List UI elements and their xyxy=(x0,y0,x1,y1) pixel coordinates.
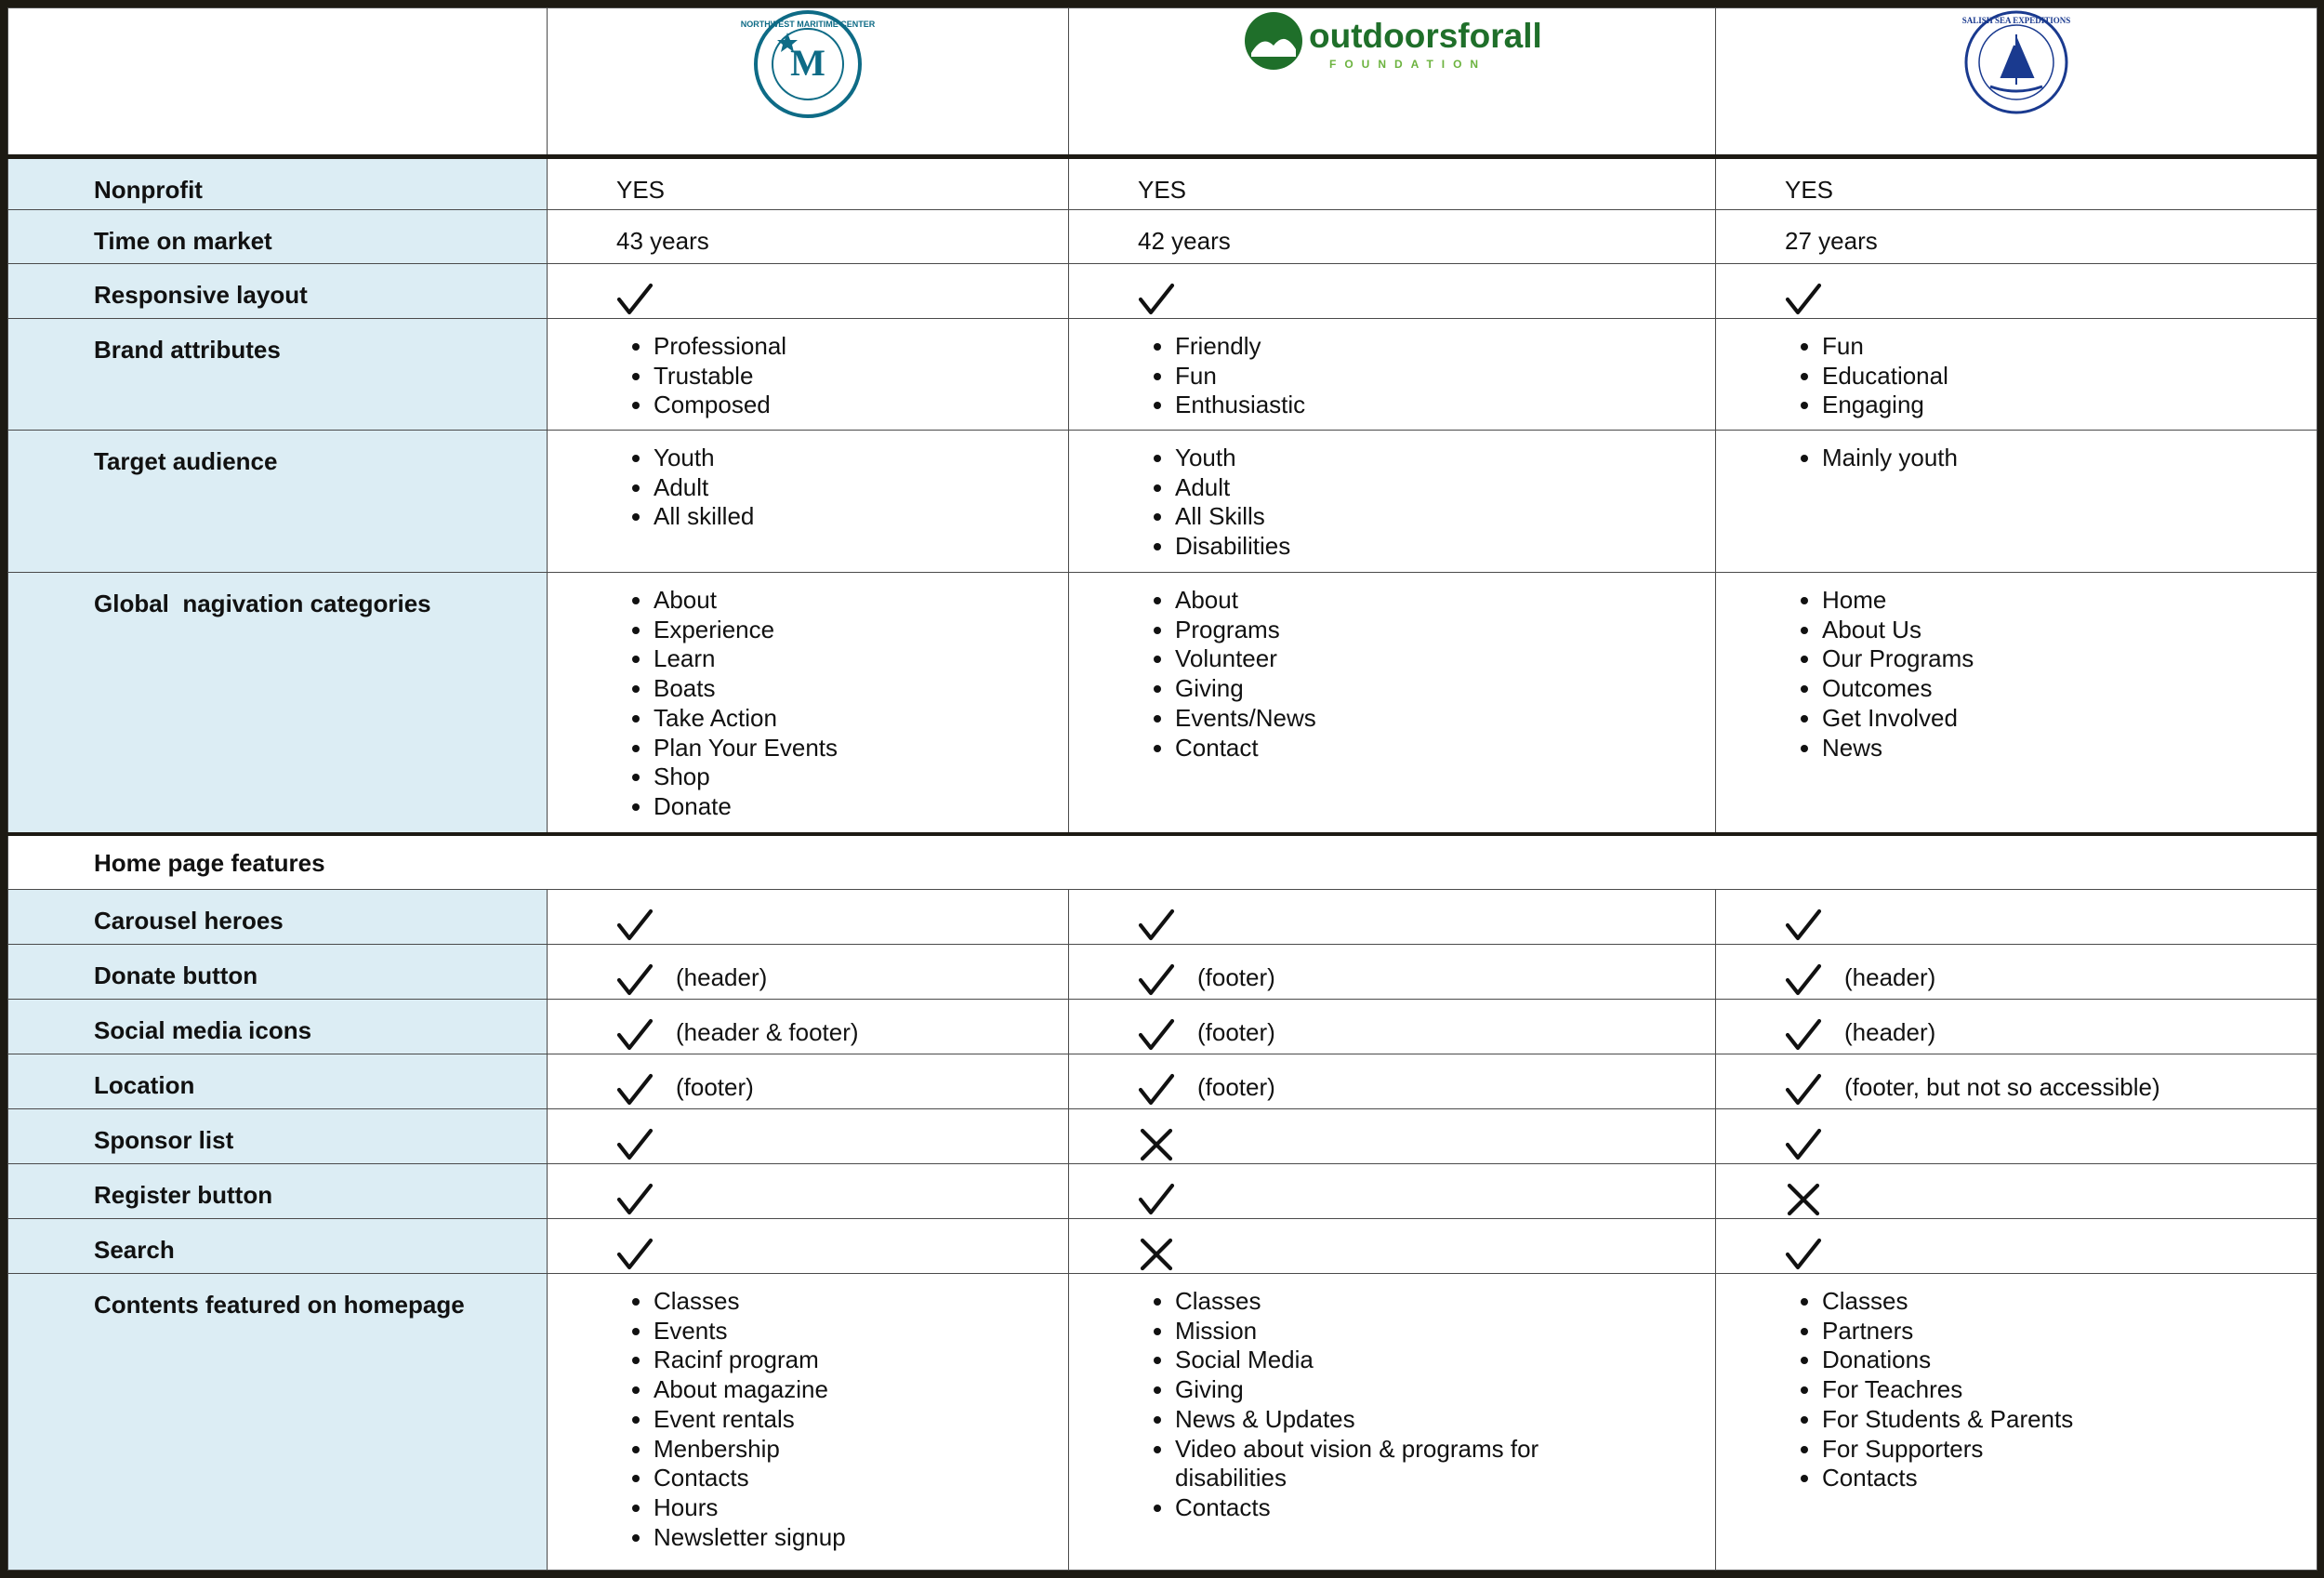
cross-icon xyxy=(1138,1126,1175,1163)
list-item: • Experience xyxy=(654,616,1068,645)
list-item: • Programs xyxy=(1175,616,1715,645)
list-item: • Fun xyxy=(1822,332,2317,362)
list-item: • Partners xyxy=(1822,1317,2317,1346)
row-brand-attributes xyxy=(8,319,2317,431)
list-item: • Contact xyxy=(1175,734,1715,763)
cell-feature xyxy=(548,1219,1069,1274)
list-item: • Classes xyxy=(1175,1287,1584,1317)
cell-feature xyxy=(1069,1109,1716,1164)
list-item: • Friendly xyxy=(1175,332,1715,362)
svg-text:SALISH SEA EXPEDITIONS: SALISH SEA EXPEDITIONS xyxy=(1961,16,2071,25)
section-title: Home page features xyxy=(8,834,2317,890)
cell-mark xyxy=(1716,264,2317,319)
row-label: Search xyxy=(8,1219,548,1274)
check-icon xyxy=(1785,961,1822,999)
bullet-list xyxy=(616,444,1068,532)
cell-feature xyxy=(548,1000,1069,1054)
list-item: • Classes xyxy=(654,1287,932,1317)
list-item: • For Supporters xyxy=(1822,1435,2317,1465)
cell-feature xyxy=(1716,945,2317,1000)
feature-note: (footer) xyxy=(676,1072,754,1101)
cell-value: 43 years xyxy=(548,210,1069,264)
cell-list xyxy=(1716,319,2317,431)
feature-note: (footer) xyxy=(1197,962,1275,991)
row-label: Global nagivation categories xyxy=(8,573,548,834)
row-label: Brand attributes xyxy=(8,319,548,431)
list-item: • Plan Your Events xyxy=(654,734,1068,763)
cell-list xyxy=(1069,431,1716,573)
section-row xyxy=(8,834,2317,890)
list-item: • Mission xyxy=(1175,1317,1584,1346)
feature-note: (footer, but not so accessible) xyxy=(1844,1072,2160,1101)
cell-list xyxy=(1069,319,1716,431)
list-item: • Home xyxy=(1822,586,2317,616)
check-icon xyxy=(616,1071,654,1108)
list-item: • Enthusiastic xyxy=(1175,391,1715,420)
feature-note: (header & footer) xyxy=(676,1017,859,1046)
cell-feature xyxy=(1716,1054,2317,1109)
row-label: Sponsor list xyxy=(8,1109,548,1164)
logo-cell-ofa xyxy=(1069,8,1716,157)
list-item: • Learn xyxy=(654,644,1068,674)
bullet-list xyxy=(1785,332,2317,420)
feature-note: (footer) xyxy=(1197,1072,1275,1101)
cell-feature xyxy=(1069,1164,1716,1219)
list-item: • Hours xyxy=(654,1493,932,1523)
svg-text:outdoorsforall: outdoorsforall xyxy=(1308,17,1542,55)
cell-feature xyxy=(1716,1219,2317,1274)
cell-list xyxy=(548,1274,1069,1571)
cell-list xyxy=(1716,1274,2317,1571)
cell-feature xyxy=(1069,1219,1716,1274)
list-item: • Donations xyxy=(1822,1346,2317,1375)
bullet-list xyxy=(616,586,1068,822)
list-item: • Adult xyxy=(654,473,1068,503)
list-item: • About xyxy=(1175,586,1715,616)
cell-feature xyxy=(1069,945,1716,1000)
list-item: • Video about vision & programs for disabilities xyxy=(1175,1435,1584,1493)
comparison-table xyxy=(7,7,2317,1571)
cell-list xyxy=(548,573,1069,834)
cell-list xyxy=(548,319,1069,431)
row-label: Time on market xyxy=(8,210,548,264)
list-item: • Contacts xyxy=(1175,1493,1584,1523)
row-global-navigation xyxy=(8,573,2317,834)
check-icon xyxy=(1785,1126,1822,1163)
row-contents-featured xyxy=(8,1274,2317,1571)
feature-note: (footer) xyxy=(1197,1017,1275,1046)
list-item: • Mainly youth xyxy=(1822,444,2317,473)
cell-feature xyxy=(1069,1054,1716,1109)
list-item: • Engaging xyxy=(1822,391,2317,420)
bullet-list xyxy=(1138,586,1715,762)
row-feature xyxy=(8,1219,2317,1274)
cell-list xyxy=(1716,573,2317,834)
row-label: Register button xyxy=(8,1164,548,1219)
list-item: • All skilled xyxy=(654,502,1068,532)
logo-cell-sse xyxy=(1716,8,2317,157)
cell-feature xyxy=(1069,1000,1716,1054)
row-feature xyxy=(8,1054,2317,1109)
list-item: • Racinf program xyxy=(654,1346,932,1375)
list-item: • Outcomes xyxy=(1822,674,2317,704)
list-item: • Youth xyxy=(654,444,1068,473)
bullet-list xyxy=(1785,444,2317,473)
list-item: • Menbership xyxy=(654,1435,932,1465)
row-label: Contents featured on homepage xyxy=(8,1274,548,1571)
cell-value: 42 years xyxy=(1069,210,1716,264)
bullet-list xyxy=(616,1287,932,1552)
row-feature xyxy=(8,1164,2317,1219)
cell-value: YES xyxy=(548,157,1069,210)
check-icon xyxy=(1138,1071,1175,1108)
list-item: • Professional xyxy=(654,332,1068,362)
list-item: • News xyxy=(1822,734,2317,763)
svg-text:FOUNDATION: FOUNDATION xyxy=(1328,58,1486,71)
list-item: • Social Media xyxy=(1175,1346,1584,1375)
bullet-list xyxy=(616,332,1068,420)
cell-value: YES xyxy=(1716,157,2317,210)
check-icon xyxy=(1138,1181,1175,1218)
list-item: • Adult xyxy=(1175,473,1715,503)
cell-mark xyxy=(548,264,1069,319)
list-item: • Giving xyxy=(1175,1375,1584,1405)
check-icon xyxy=(1785,281,1822,318)
cell-feature xyxy=(1716,1164,2317,1219)
row-label: Location xyxy=(8,1054,548,1109)
list-item: • Fun xyxy=(1175,362,1715,391)
list-item: • For Teachres xyxy=(1822,1375,2317,1405)
check-icon xyxy=(616,1126,654,1163)
row-label: Donate button xyxy=(8,945,548,1000)
row-label: Target audience xyxy=(8,431,548,573)
bullet-list xyxy=(1138,332,1715,420)
row-feature xyxy=(8,1000,2317,1054)
bullet-list xyxy=(1785,1287,2317,1493)
row-label: Social media icons xyxy=(8,1000,548,1054)
list-item: • Trustable xyxy=(654,362,1068,391)
svg-text:NORTHWEST MARITIME CENTER: NORTHWEST MARITIME CENTER xyxy=(740,20,876,29)
list-item: • Donate xyxy=(654,792,1068,822)
cell-feature xyxy=(548,1109,1069,1164)
list-item: • Contacts xyxy=(654,1464,932,1493)
list-item: • Volunteer xyxy=(1175,644,1715,674)
list-item: • Giving xyxy=(1175,674,1715,704)
list-item: • Get Involved xyxy=(1822,704,2317,734)
cross-icon xyxy=(1138,1236,1175,1273)
check-icon xyxy=(616,1181,654,1218)
cell-list xyxy=(548,431,1069,573)
row-responsive-layout xyxy=(8,264,2317,319)
check-icon xyxy=(1785,1236,1822,1273)
check-icon xyxy=(1785,1071,1822,1108)
list-item: • Youth xyxy=(1175,444,1715,473)
list-item: • Boats xyxy=(654,674,1068,704)
feature-note: (header) xyxy=(676,962,768,991)
row-feature xyxy=(8,1109,2317,1164)
row-label: Carousel heroes xyxy=(8,890,548,945)
list-item: • Shop xyxy=(654,762,1068,792)
cross-icon xyxy=(1785,1181,1822,1218)
logo-cell-nwmc xyxy=(548,8,1069,157)
list-item: • About magazine xyxy=(654,1375,932,1405)
cell-feature xyxy=(1716,1109,2317,1164)
cell-feature xyxy=(1716,1000,2317,1054)
check-icon xyxy=(1138,1016,1175,1054)
cell-list xyxy=(1069,1274,1716,1571)
list-item: • Our Programs xyxy=(1822,644,2317,674)
list-item: • News & Updates xyxy=(1175,1405,1584,1435)
list-item: • Educational xyxy=(1822,362,2317,391)
cell-value: 27 years xyxy=(1716,210,2317,264)
feature-note: (header) xyxy=(1844,962,1936,991)
list-item: • Event rentals xyxy=(654,1405,932,1435)
cell-list xyxy=(1716,431,2317,573)
row-label: Responsive layout xyxy=(8,264,548,319)
cell-feature xyxy=(1716,890,2317,945)
cell-feature xyxy=(548,1164,1069,1219)
check-icon xyxy=(1785,1016,1822,1054)
list-item: • Take Action xyxy=(654,704,1068,734)
feature-note: (header) xyxy=(1844,1017,1936,1046)
outdoorsforall-logo xyxy=(1244,8,1541,73)
row-feature xyxy=(8,945,2317,1000)
cell-feature xyxy=(1069,890,1716,945)
list-item: • Composed xyxy=(654,391,1068,420)
svg-text:M: M xyxy=(790,42,825,84)
check-icon xyxy=(616,907,654,944)
cell-feature xyxy=(548,890,1069,945)
list-item: • Events/News xyxy=(1175,704,1715,734)
cell-value: YES xyxy=(1069,157,1716,210)
cell-mark xyxy=(1069,264,1716,319)
row-nonprofit xyxy=(8,157,2317,210)
cell-list xyxy=(1069,573,1716,834)
corner-cell xyxy=(8,8,548,157)
list-item: • For Students & Parents xyxy=(1822,1405,2317,1435)
cell-feature xyxy=(548,945,1069,1000)
check-icon xyxy=(1138,281,1175,318)
list-item: • Events xyxy=(654,1317,932,1346)
list-item: • About xyxy=(654,586,1068,616)
row-feature xyxy=(8,890,2317,945)
list-item: • Newsletter signup xyxy=(654,1523,932,1553)
check-icon xyxy=(616,961,654,999)
bullet-list xyxy=(1138,444,1715,562)
check-icon xyxy=(616,1236,654,1273)
check-icon xyxy=(616,281,654,318)
list-item: • Contacts xyxy=(1822,1464,2317,1493)
row-target-audience xyxy=(8,431,2317,573)
salish-sea-logo xyxy=(1962,8,2070,116)
row-label: Nonprofit xyxy=(8,157,548,210)
check-icon xyxy=(1138,961,1175,999)
check-icon xyxy=(1138,907,1175,944)
bullet-list xyxy=(1785,586,2317,762)
check-icon xyxy=(616,1016,654,1054)
list-item: • All Skills xyxy=(1175,502,1715,532)
list-item: • Classes xyxy=(1822,1287,2317,1317)
list-item: • Disabilities xyxy=(1175,532,1715,562)
logo-row xyxy=(8,8,2317,157)
nwmc-logo xyxy=(740,8,876,120)
check-icon xyxy=(1785,907,1822,944)
cell-feature xyxy=(548,1054,1069,1109)
list-item: • About Us xyxy=(1822,616,2317,645)
bullet-list xyxy=(1138,1287,1584,1523)
row-time-on-market xyxy=(8,210,2317,264)
